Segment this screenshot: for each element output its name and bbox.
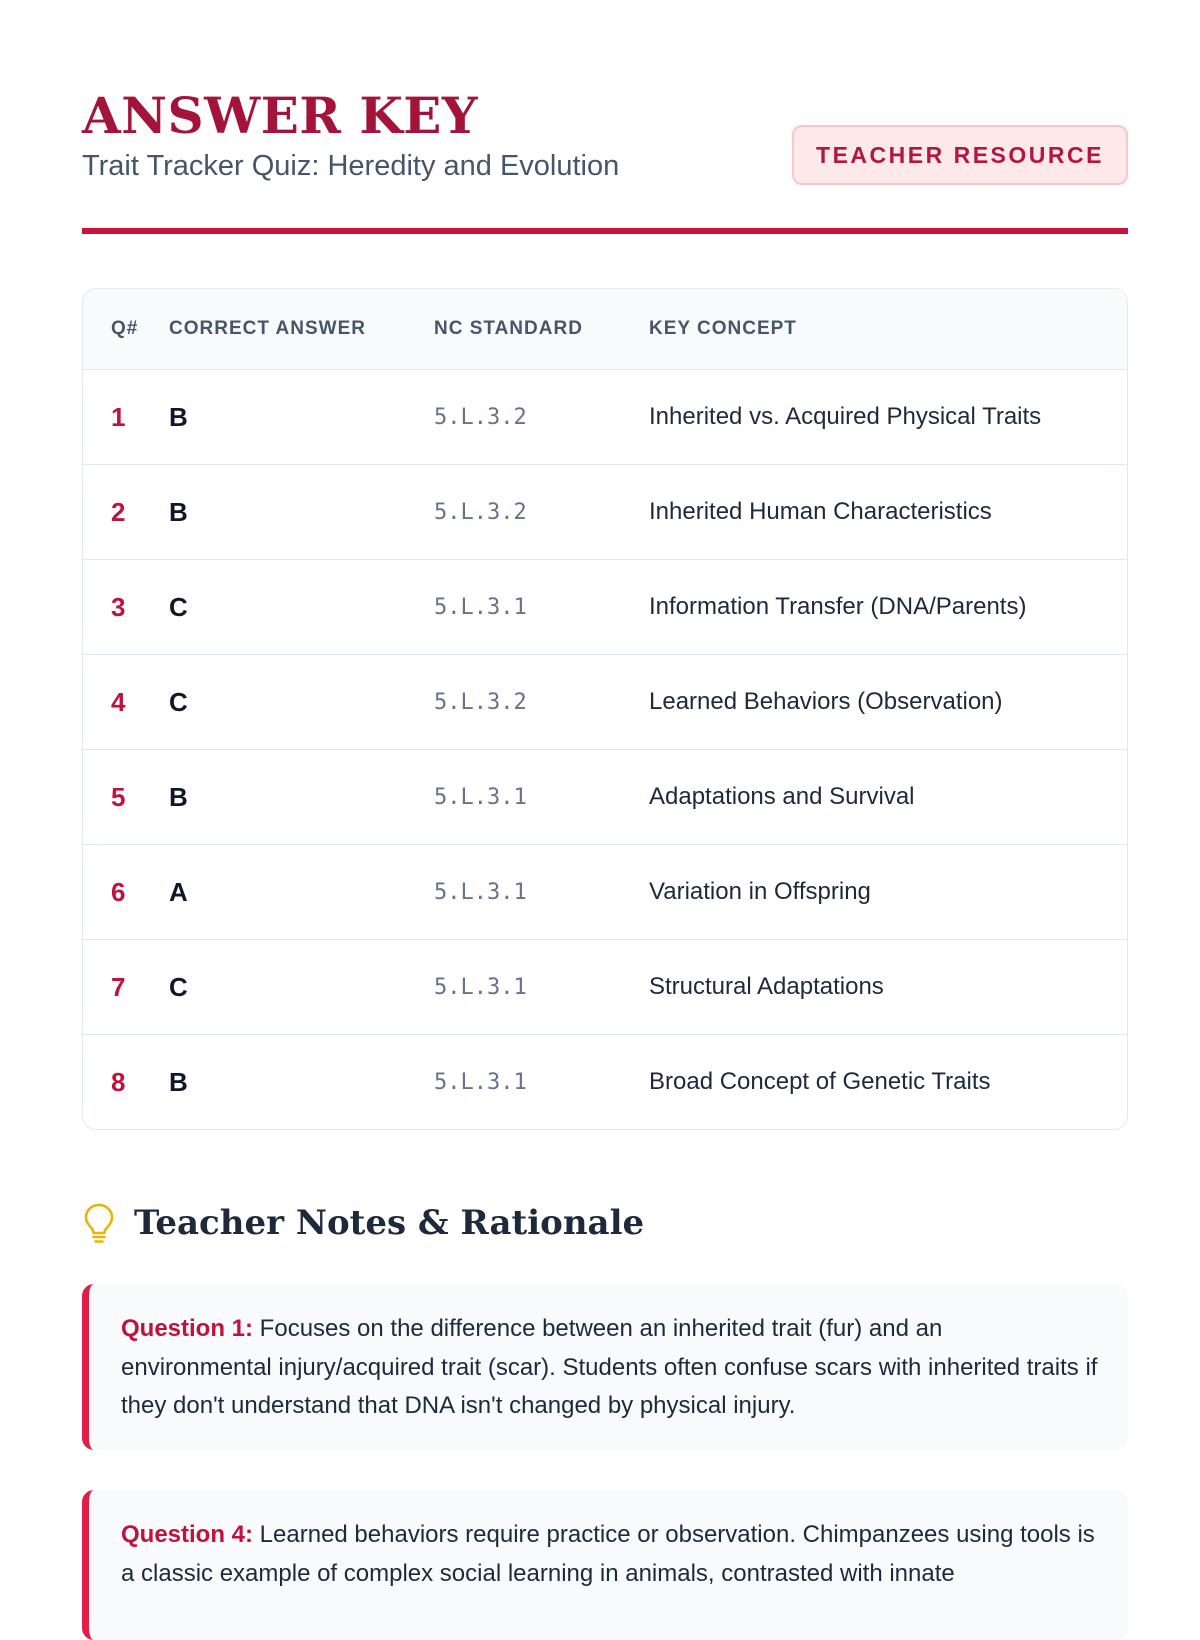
nc-standard: 5.L.3.2 — [434, 655, 649, 750]
nc-standard: 5.L.3.1 — [434, 560, 649, 655]
table-row — [83, 370, 1127, 465]
question-number: 2 — [83, 465, 169, 560]
table-row — [83, 560, 1127, 655]
teacher-note-card — [82, 1284, 1128, 1450]
question-number: 3 — [83, 560, 169, 655]
answer-table — [83, 289, 1127, 1129]
question-number: 1 — [83, 370, 169, 465]
correct-answer: B — [169, 370, 434, 465]
table-row — [83, 465, 1127, 560]
nc-standard: 5.L.3.1 — [434, 845, 649, 940]
column-header-qnum: Q# — [83, 289, 169, 370]
question-number: 4 — [83, 655, 169, 750]
correct-answer: C — [169, 655, 434, 750]
nc-standard: 5.L.3.2 — [434, 465, 649, 560]
correct-answer: B — [169, 1066, 188, 1097]
key-concept: Information Transfer (DNA/Parents) — [649, 560, 1127, 655]
header-divider — [82, 228, 1128, 234]
note-text: Focuses on the difference between an inherited trait (fur) and an environmental injury/acquired trait (scar). Students often confuse scars with inherited traits if they don't understand that DNA isn't changed by physical injury. — [121, 1315, 1098, 1419]
correct-answer: A — [169, 845, 434, 940]
teacher-resource-badge: TEACHER RESOURCE — [792, 125, 1128, 185]
key-concept: Broad Concept of Genetic Traits — [649, 1068, 991, 1095]
key-concept: Adaptations and Survival — [649, 750, 1127, 845]
teacher-notes-title: Teacher Notes & Rationale — [134, 1203, 645, 1243]
key-concept: Inherited vs. Acquired Physical Traits — [649, 370, 1127, 465]
key-concept: Structural Adaptations — [649, 940, 1127, 1035]
question-number: 6 — [83, 845, 169, 940]
note-question-label: Question 4: — [121, 1521, 254, 1548]
page-header — [82, 82, 1128, 232]
lightbulb-icon — [82, 1202, 116, 1244]
teacher-note-card — [82, 1490, 1128, 1640]
nc-standard: 5.L.3.1 — [434, 750, 649, 845]
key-concept: Learned Behaviors (Observation) — [649, 655, 1127, 750]
correct-answer: B — [169, 465, 434, 560]
table-row — [83, 845, 1127, 940]
correct-answer: C — [169, 560, 434, 655]
answer-table-card — [82, 288, 1128, 1130]
table-row — [83, 655, 1127, 750]
page-title: ANSWER KEY — [82, 86, 479, 145]
table-header-row — [83, 289, 1127, 370]
table-row — [83, 1035, 1127, 1130]
teacher-notes-heading — [82, 1198, 644, 1248]
note-question-label: Question 1: — [121, 1315, 254, 1342]
note-text: Learned behaviors require practice or observation. Chimpanzees using tools is a classic example of complex social learning in animals, contrasted with innate — [121, 1521, 1095, 1587]
column-header-standard: NC STANDARD — [434, 289, 649, 370]
nc-standard: 5.L.3.1 — [434, 1069, 527, 1095]
nc-standard: 5.L.3.1 — [434, 940, 649, 1035]
column-header-concept: KEY CONCEPT — [649, 289, 1127, 370]
correct-answer: C — [169, 940, 434, 1035]
table-row — [83, 940, 1127, 1035]
question-number: 8 — [111, 1066, 126, 1097]
question-number: 7 — [83, 940, 169, 1035]
question-number: 5 — [83, 750, 169, 845]
key-concept: Inherited Human Characteristics — [649, 465, 1127, 560]
key-concept: Variation in Offspring — [649, 845, 1127, 940]
page-subtitle: Trait Tracker Quiz: Heredity and Evolution — [82, 150, 620, 182]
table-row — [83, 750, 1127, 845]
nc-standard: 5.L.3.2 — [434, 370, 649, 465]
correct-answer: B — [169, 750, 434, 845]
column-header-answer: CORRECT ANSWER — [169, 289, 434, 370]
